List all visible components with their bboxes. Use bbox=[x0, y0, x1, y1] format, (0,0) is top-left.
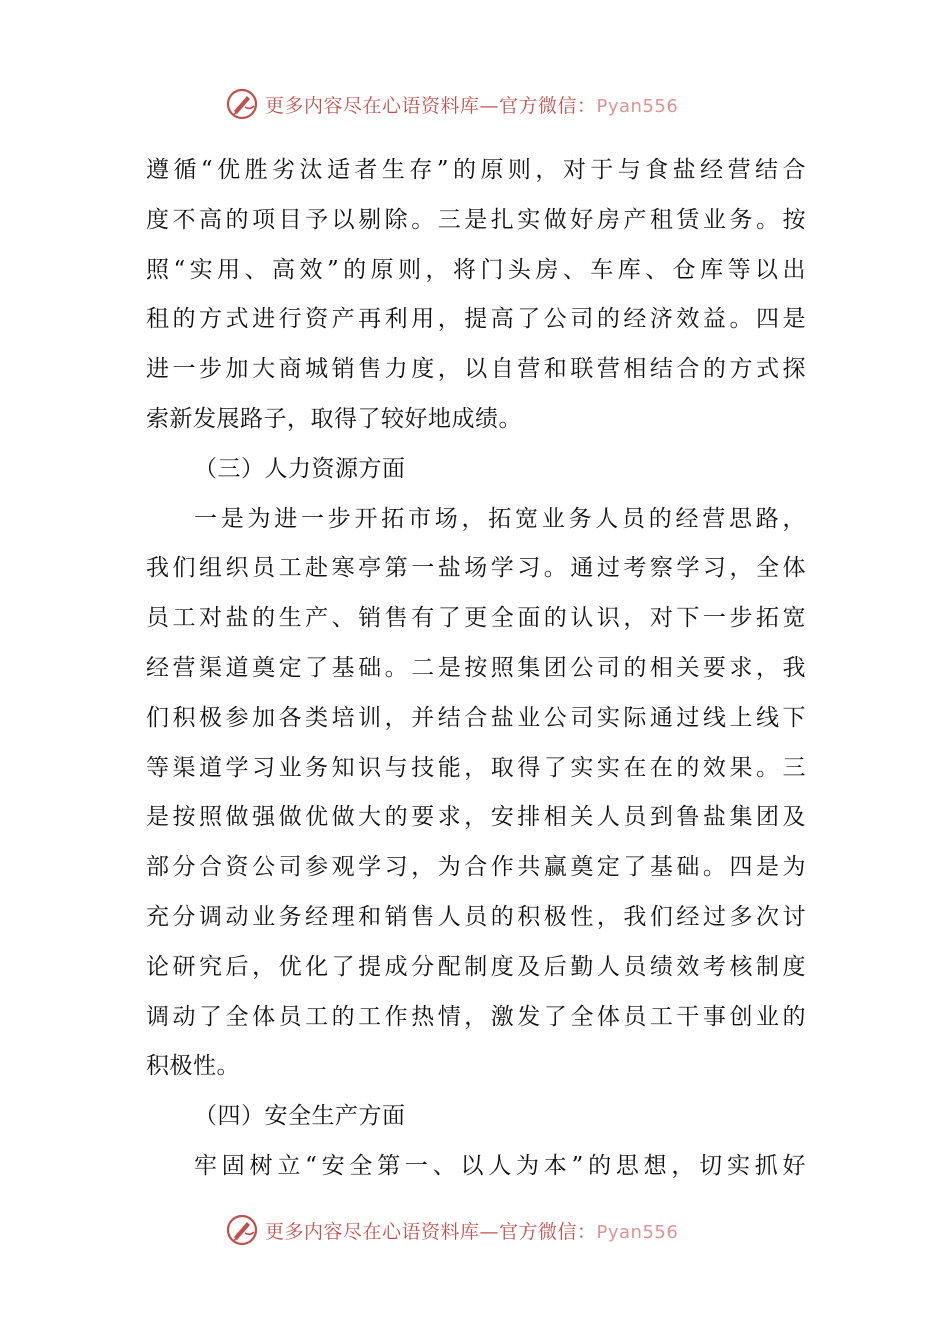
watermark-text: 更多内容尽在心语资料库—官方微信：Pyan556 bbox=[265, 1220, 679, 1243]
paragraph-first-line: 一是为进一步开拓市场，拓宽业务人员的经营思路， bbox=[194, 505, 806, 532]
body-line: 遵循“优胜劣汰适者生存”的原则，对于与食盐经营结合 bbox=[146, 157, 806, 183]
wechat-id: Pyan556 bbox=[596, 95, 679, 117]
wechat-id: Pyan556 bbox=[596, 1221, 679, 1243]
body-line: 经营渠道奠定了基础。二是按照集团公司的相关要求，我 bbox=[146, 654, 806, 681]
body-line: 照“实用、高效”的原则，将门头房、车库、仓库等以出 bbox=[146, 256, 806, 283]
body-line: 我们组织员工赴寒亭第一盐场学习。通过考察学习，全体 bbox=[146, 555, 806, 582]
section-heading-safety: （四）安全生产方面 bbox=[194, 1103, 406, 1130]
body-line: 是按照做强做优做大的要求，安排相关人员到鲁盐集团及 bbox=[146, 804, 806, 831]
body-line: 度不高的项目予以剔除。三是扎实做好房产租赁业务。按 bbox=[146, 206, 806, 233]
footer-watermark bbox=[225, 1212, 678, 1248]
body-line: 论研究后，优化了提成分配制度及后勤人员绩效考核制度 bbox=[146, 953, 806, 980]
pen-seal-icon bbox=[225, 1213, 259, 1247]
body-line: 进一步加大商城销售力度，以自营和联营相结合的方式探 bbox=[146, 356, 806, 383]
body-line: 部分合资公司参观学习，为合作共赢奠定了基础。四是为 bbox=[146, 854, 806, 881]
section-heading-hr: （三）人力资源方面 bbox=[194, 455, 406, 482]
body-line: 等渠道学习业务知识与技能，取得了实实在在的效果。三 bbox=[146, 754, 806, 781]
body-line: 租的方式进行资产再利用，提高了公司的经济效益。四是 bbox=[146, 306, 806, 333]
body-line: 调动了全体员工的工作热情，激发了全体员工干事创业的 bbox=[146, 1003, 806, 1030]
body-line: 索新发展路子，取得了较好地成绩。 bbox=[146, 405, 522, 432]
pen-seal-icon bbox=[225, 87, 259, 121]
body-line: 员工对盐的生产、销售有了更全面的认识，对下一步拓宽 bbox=[146, 605, 806, 632]
document-body bbox=[146, 146, 806, 1192]
body-line: 们积极参加各类培训，并结合盐业公司实际通过线上线下 bbox=[146, 704, 806, 731]
header-watermark bbox=[225, 86, 678, 122]
body-line: 积极性。 bbox=[146, 1053, 240, 1080]
body-line: 充分调动业务经理和销售人员的积极性，我们经过多次讨 bbox=[146, 903, 806, 930]
paragraph-first-line: 牢固树立“安全第一、以人为本”的思想，切实抓好 bbox=[194, 1152, 806, 1179]
watermark-text: 更多内容尽在心语资料库—官方微信：Pyan556 bbox=[265, 94, 679, 117]
